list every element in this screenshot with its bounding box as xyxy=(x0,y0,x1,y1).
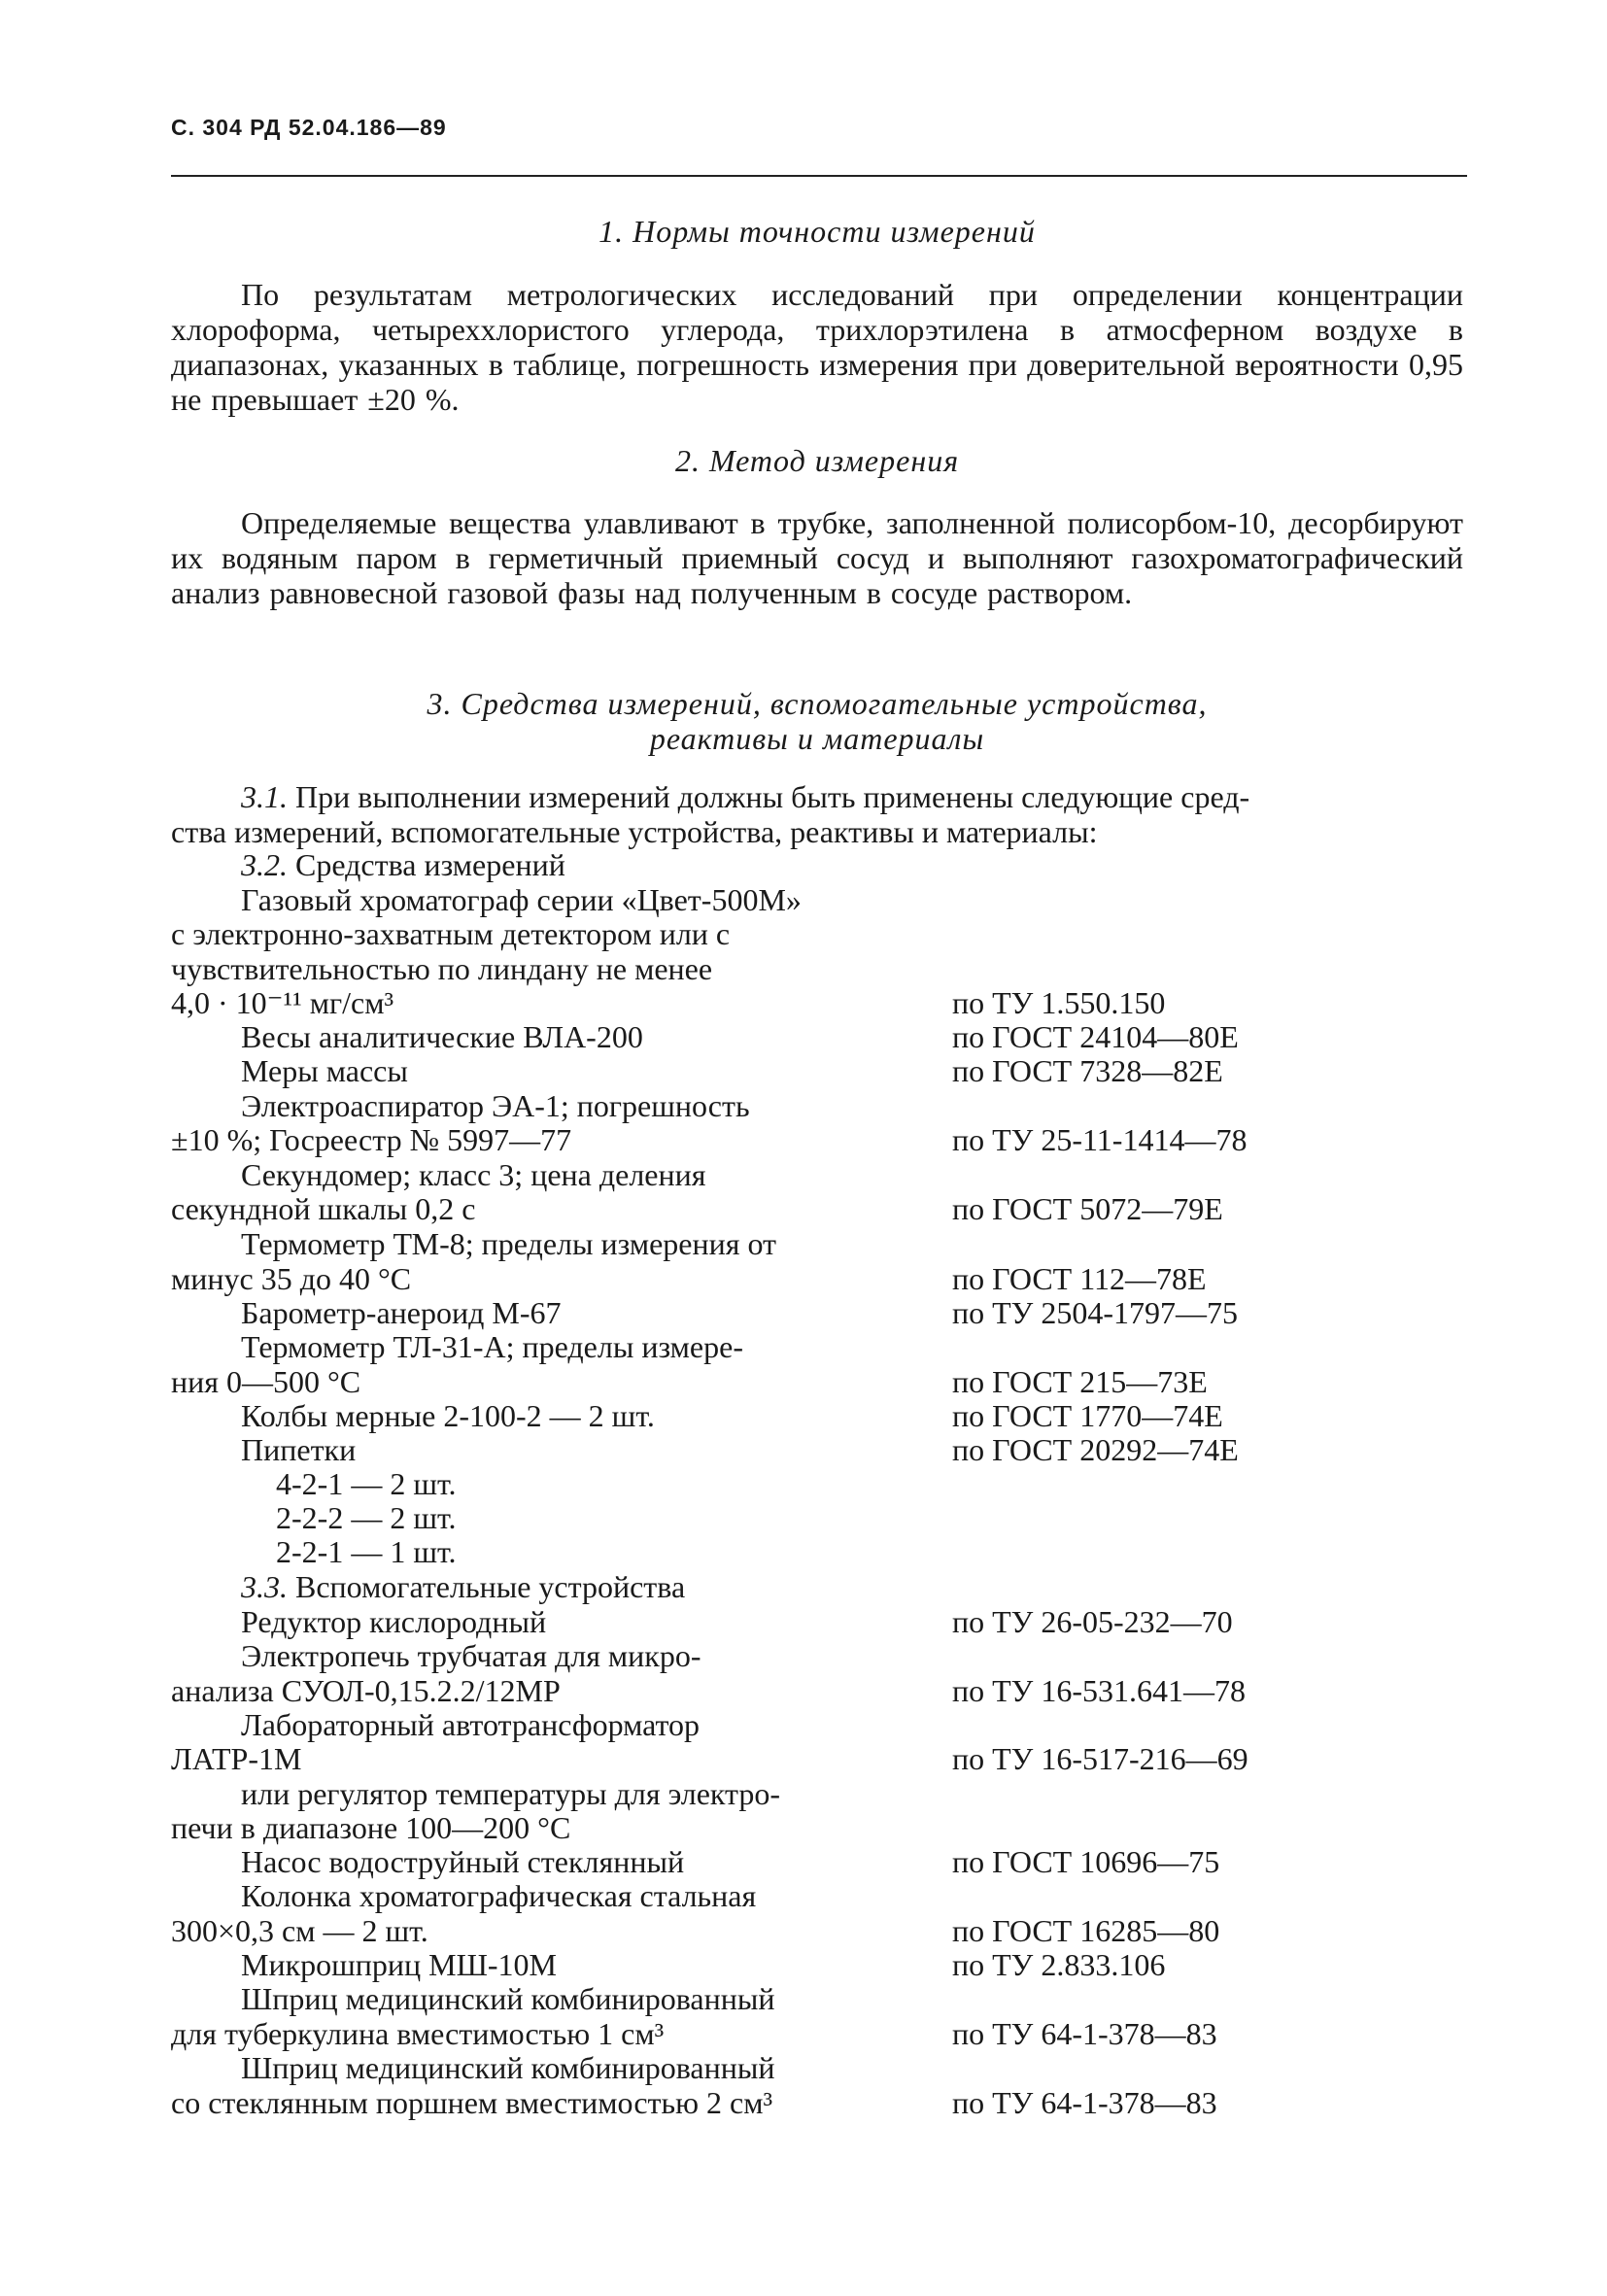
para-3-1-line1 xyxy=(241,779,1249,814)
list-item-text: Микрошприц МШ-10М xyxy=(241,1947,557,1982)
list-item-text: печи в диапазоне 100—200 °С xyxy=(171,1810,571,1845)
list-item-text: Колонка хроматографическая стальная xyxy=(241,1878,757,1913)
list-item-standard-ref: по ТУ 64-1-378—83 xyxy=(952,2085,1217,2120)
list-item-text: Насос водоструйный стеклянный xyxy=(241,1844,685,1879)
section-3-heading-line2: реактивы и материалы xyxy=(649,721,985,756)
list-item-text: Шприц медицинский комбинированный xyxy=(241,2050,775,2085)
para-3-2-number: 3.2. xyxy=(241,847,288,882)
section-3-heading-line1: 3. Средства измерений, вспомогательные устройства, xyxy=(427,686,1208,721)
list-item-text: Термометр ТЛ-31-А; пределы измере- xyxy=(241,1329,743,1364)
section-1-text: По результатам метрологических исследований при определении концентрации хлороформа, четыреххлористого углерода, трихлорэтилена в атмосферном воздухе в диапазонах, указанных в таблице, погрешность измерения при доверительной вероятности 0,95 не превышает ±20 %. xyxy=(171,277,1463,417)
list-item-text: Секундомер; класс 3; цена деления xyxy=(241,1157,706,1192)
list-item-text: ния 0—500 °С xyxy=(171,1364,361,1399)
section-2-text: Определяемые вещества улавливают в трубке, заполненной полисорбом-10, десорбируют их водяным паром в герметичный приемный сосуд и выполняют газохроматографический анализ равновесной газовой фазы над полученным в сосуде раствором. xyxy=(171,505,1463,610)
list-item-text: Шприц медицинский комбинированный xyxy=(241,1981,775,2016)
para-3-1-text: При выполнении измерений должны быть применены следующие сред- xyxy=(295,779,1250,814)
para-3-1-line2: ства измерений, вспомогательные устройства, реактивы и материалы: xyxy=(171,814,1098,849)
list-item-text: Редуктор кислородный xyxy=(241,1604,547,1639)
list-item-standard-ref: по ТУ 64-1-378—83 xyxy=(952,2016,1217,2051)
list-item-standard-ref: по ГОСТ 7328—82Е xyxy=(952,1053,1223,1088)
list-item-standard-ref: по ГОСТ 112—78Е xyxy=(952,1261,1207,1296)
para-3-3-text: Вспомогательные устройства xyxy=(295,1569,686,1604)
list-item-text: Колбы мерные 2-100-2 — 2 шт. xyxy=(241,1398,655,1433)
section-1-paragraph xyxy=(171,277,1463,417)
list-item-text: для туберкулина вместимостью 1 см³ xyxy=(171,2016,665,2051)
list-item-text: 2-2-1 — 1 шт. xyxy=(276,1534,457,1569)
list-item-standard-ref: по ТУ 2504-1797—75 xyxy=(952,1295,1238,1330)
list-item-text: секундной шкалы 0,2 с xyxy=(171,1191,476,1226)
list-item-standard-ref: по ТУ 16-531.641—78 xyxy=(952,1673,1246,1708)
list-item-text: со стеклянным поршнем вместимостью 2 см³ xyxy=(171,2085,773,2120)
list-item-standard-ref: по ГОСТ 10696—75 xyxy=(952,1844,1220,1879)
section-2-heading: 2. Метод измерения xyxy=(674,443,960,478)
list-item-text: Газовый хроматограф серии «Цвет-500М» xyxy=(241,882,802,917)
para-3-3-title xyxy=(241,1569,685,1604)
list-item-text: Электроаспиратор ЭА-1; погрешность xyxy=(241,1088,750,1123)
page-header: С. 304 РД 52.04.186—89 xyxy=(171,115,447,140)
list-item-standard-ref: по ГОСТ 1770—74Е xyxy=(952,1398,1223,1433)
list-item-standard-ref: по ГОСТ 215—73Е xyxy=(952,1364,1208,1399)
section-2-paragraph xyxy=(171,505,1463,610)
list-item-text: или регулятор температуры для электро- xyxy=(241,1776,781,1811)
para-3-2-title xyxy=(241,847,565,882)
list-item-text: Барометр-анероид М-67 xyxy=(241,1295,562,1330)
section-1-heading: 1. Нормы точности измерений xyxy=(598,214,1036,249)
list-item-standard-ref: по ТУ 2.833.106 xyxy=(952,1947,1166,1982)
list-item-text: чувствительностью по линдану не менее xyxy=(171,951,713,986)
list-item-text: анализа СУОЛ-0,15.2.2/12МР xyxy=(171,1673,561,1708)
list-item-text: с электронно-захватным детектором или с xyxy=(171,916,731,951)
list-item-text: Пипетки xyxy=(241,1432,357,1467)
list-item-text: Электропечь трубчатая для микро- xyxy=(241,1638,701,1673)
para-3-1-number: 3.1. xyxy=(241,779,288,814)
list-item-standard-ref: по ГОСТ 24104—80Е xyxy=(952,1019,1239,1054)
list-item-text: Лабораторный автотрансформатор xyxy=(241,1707,701,1742)
list-item-standard-ref: по ТУ 16-517-216—69 xyxy=(952,1741,1248,1776)
list-item-standard-ref: по ТУ 1.550.150 xyxy=(952,985,1166,1020)
list-item-standard-ref: по ГОСТ 16285—80 xyxy=(952,1913,1220,1948)
list-item-text: Термометр ТМ-8; пределы измерения от xyxy=(241,1226,776,1261)
list-item-text: Весы аналитические ВЛА-200 xyxy=(241,1019,643,1054)
list-item-standard-ref: по ТУ 25-11-1414—78 xyxy=(952,1122,1248,1157)
list-item-text: Меры массы xyxy=(241,1053,408,1088)
list-item-standard-ref: по ТУ 26-05-232—70 xyxy=(952,1604,1233,1639)
list-item-standard-ref: по ГОСТ 20292—74Е xyxy=(952,1432,1239,1467)
para-3-3-number: 3.3. xyxy=(241,1569,288,1604)
list-item-text: 4,0 · 10⁻¹¹ мг/см³ xyxy=(171,985,394,1020)
list-item-text: 300×0,3 см — 2 шт. xyxy=(171,1913,428,1948)
list-item-text: ±10 %; Госреестр № 5997—77 xyxy=(171,1122,572,1157)
header-rule xyxy=(171,175,1467,177)
list-item-text: 4-2-1 — 2 шт. xyxy=(276,1466,457,1501)
list-item-standard-ref: по ГОСТ 5072—79Е xyxy=(952,1191,1223,1226)
para-3-2-text: Средства измерений xyxy=(295,847,565,882)
list-item-text: 2-2-2 — 2 шт. xyxy=(276,1500,457,1535)
list-item-text: ЛАТР-1М xyxy=(171,1741,302,1776)
list-item-text: минус 35 до 40 °С xyxy=(171,1261,412,1296)
